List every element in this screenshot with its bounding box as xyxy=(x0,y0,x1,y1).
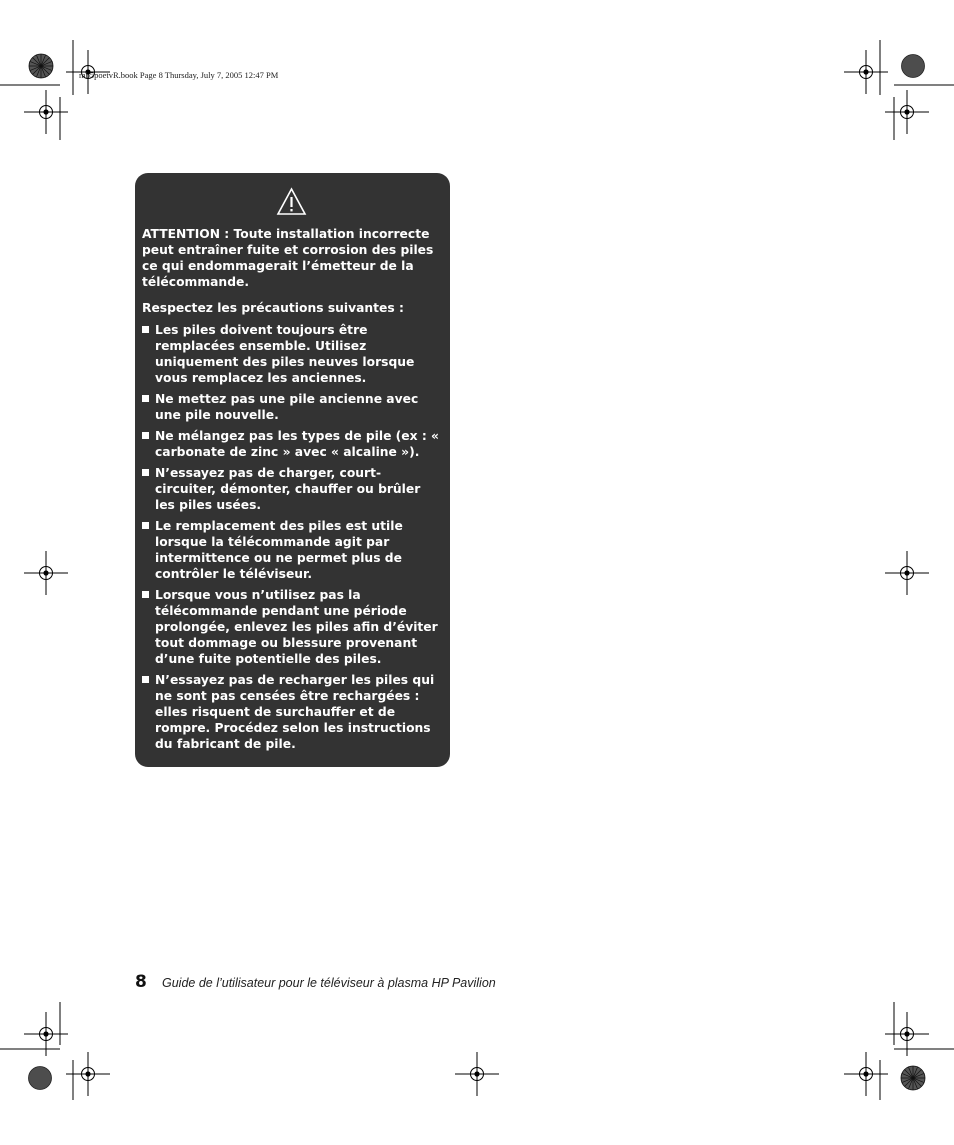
warning-triangle-icon xyxy=(276,187,307,216)
warning-intro: ATTENTION : Toute installation incorrecte peut entraîner fuite et corrosion des piles ce qui endommagerait l’émetteur de la télécommande. xyxy=(142,227,434,289)
list-item xyxy=(142,518,440,582)
warning-subheading: Respectez les précautions suivantes : xyxy=(142,301,404,315)
square-bullet-icon xyxy=(142,591,149,598)
book-file-header: mb5poetvR.book Page 8 Thursday, July 7, 2005 12:47 PM xyxy=(79,70,279,80)
list-item-text: Le remplacement des piles est utile lorsque la télécommande agit par intermittence ou ne permet plus de contrôler le téléviseur. xyxy=(155,519,403,581)
warning-box xyxy=(135,173,450,767)
square-bullet-icon xyxy=(142,522,149,529)
list-item xyxy=(142,465,440,513)
list-item-text: N’essayez pas de charger, court-circuiter, démonter, chauffer ou brûler les piles usées. xyxy=(155,466,421,512)
square-bullet-icon xyxy=(142,469,149,476)
list-item-text: N’essayez pas de recharger les piles qui ne sont pas censées être rechargées : elles risquent de surchauffer et de rompre. Procédez selon les instructions du fabricant de pile. xyxy=(155,673,435,751)
square-bullet-icon xyxy=(142,432,149,439)
page-number: 8 xyxy=(135,972,147,992)
list-item xyxy=(142,322,440,386)
footer-title: Guide de l’utilisateur pour le téléviseur à plasma HP Pavilion xyxy=(162,976,496,990)
list-item xyxy=(142,672,440,752)
square-bullet-icon xyxy=(142,676,149,683)
list-item xyxy=(142,428,440,460)
list-item-text: Lorsque vous n’utilisez pas la télécommande pendant une période prolongée, enlevez les piles afin d’éviter tout dommage ou blessure provenant d’une fuite potentielle des piles. xyxy=(155,588,438,666)
list-item-text: Ne mélangez pas les types de pile (ex : « carbonate de zinc » avec « alcaline »). xyxy=(155,429,439,459)
crop-marks-bottom-left xyxy=(0,1002,110,1100)
list-item xyxy=(142,587,440,667)
list-item-text: Ne mettez pas une pile ancienne avec une pile nouvelle. xyxy=(155,392,419,422)
list-item-text: Les piles doivent toujours être remplacées ensemble. Utilisez uniquement des piles neuves lorsque vous remplacez les anciennes. xyxy=(155,323,415,385)
square-bullet-icon xyxy=(142,395,149,402)
registration-mark-left xyxy=(24,551,68,595)
list-item xyxy=(142,391,440,423)
registration-mark-bottom-center xyxy=(455,1052,499,1096)
precautions-list xyxy=(142,322,440,752)
registration-mark-right xyxy=(885,551,929,595)
crop-marks-top-left xyxy=(0,40,110,140)
crop-marks-top-right xyxy=(844,40,954,140)
crop-marks-bottom-right xyxy=(844,1002,954,1100)
square-bullet-icon xyxy=(142,326,149,333)
page-footer xyxy=(135,972,496,992)
